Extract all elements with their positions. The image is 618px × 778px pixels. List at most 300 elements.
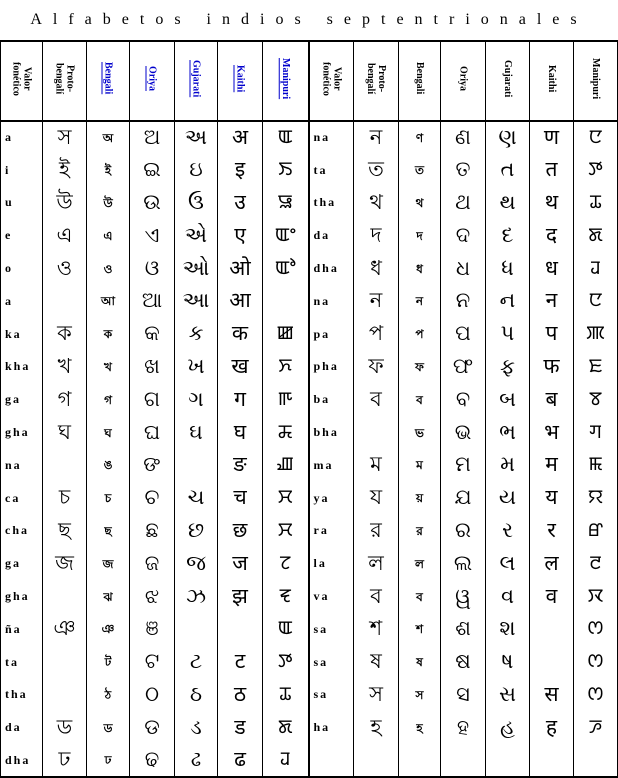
glyph-cell-oriya (130, 646, 175, 679)
script-glyph: ঢ (104, 753, 112, 768)
script-glyph: ফ (415, 359, 424, 374)
glyph-cell-bengali (87, 613, 130, 646)
script-glyph: ꯑꯦ (274, 223, 296, 246)
column-header-link[interactable]: Gujarati (190, 59, 202, 98)
script-glyph: द (545, 222, 558, 247)
glyph-cell-gujarati (175, 646, 218, 679)
phonetic-value-cell (309, 744, 354, 777)
glyph-cell-manipuri (263, 219, 309, 252)
glyph-cell-oriya (441, 416, 486, 449)
phonetic-value-cell (1, 515, 43, 548)
glyph-cell-bengali (87, 580, 130, 613)
script-glyph: ꯗ (588, 223, 603, 246)
phonetic-value: gha (5, 589, 30, 604)
script-glyph: घ (233, 419, 247, 444)
phonetic-value-cell (309, 121, 354, 154)
script-glyph: ध (545, 255, 558, 280)
phonetic-value-cell (309, 679, 354, 712)
page-title: Alfabetos indios septentrionales (30, 11, 588, 28)
script-glyph: ꯇ (277, 650, 293, 673)
script-glyph: પ (500, 321, 515, 346)
glyph-cell-gujarati (486, 285, 530, 318)
glyph-cell-manipuri (574, 711, 618, 744)
script-glyph: ઠ (189, 681, 203, 706)
glyph-cell-gujarati (486, 515, 530, 548)
glyph-cell-oriya (441, 219, 486, 252)
phonetic-value: u (5, 195, 14, 210)
script-glyph: ଫ (452, 353, 474, 378)
phonetic-value: i (5, 162, 11, 177)
glyph-cell-gujarati (175, 744, 218, 777)
glyph-cell-kaithi (218, 285, 263, 318)
column-header-link[interactable]: Oriya (146, 66, 158, 91)
glyph-cell-manipuri (574, 580, 618, 613)
script-glyph: ଗ (143, 386, 161, 411)
glyph-cell-proto-bengali (43, 711, 87, 744)
glyph-cell-oriya (441, 679, 486, 712)
script-glyph: ড (103, 720, 113, 735)
script-glyph: લ (499, 550, 516, 575)
script-glyph: ণ (415, 130, 424, 145)
column-header-label: Valor fonético (320, 61, 343, 96)
glyph-cell-manipuri (574, 482, 618, 515)
glyph-cell-bengali (87, 547, 130, 580)
glyph-cell-gujarati (175, 121, 218, 154)
script-glyph: ষ (416, 655, 423, 670)
phonetic-value-cell (309, 646, 354, 679)
glyph-cell-oriya (441, 613, 486, 646)
script-glyph: न (545, 288, 558, 313)
script-glyph: ক (103, 327, 113, 342)
glyph-cell-kaithi (530, 219, 574, 252)
column-header-label: Bengali (414, 62, 425, 95)
column-header-label: Oriya (457, 66, 469, 91)
script-glyph: ଷ (455, 649, 471, 674)
glyph-cell-kaithi (530, 121, 574, 154)
script-glyph: ড (56, 714, 73, 739)
glyph-cell-oriya (441, 318, 486, 351)
script-glyph: ଦ (455, 222, 471, 247)
glyph-cell-kaithi (530, 711, 574, 744)
table-row (1, 515, 618, 548)
script-glyph: झ (232, 583, 248, 608)
script-glyph: ଲ (453, 550, 473, 575)
script-glyph: উ (56, 189, 73, 214)
phonetic-value-cell (309, 482, 354, 515)
column-header-valor-fonetico-left (1, 41, 43, 121)
script-glyph: ꯎ (277, 190, 293, 213)
script-glyph: ଓ (144, 255, 160, 280)
script-glyph: ꯂ (589, 551, 602, 574)
glyph-cell-proto-bengali (354, 547, 399, 580)
glyph-cell-bengali (399, 318, 441, 351)
glyph-cell-proto-bengali (354, 679, 399, 712)
script-glyph: इ (234, 157, 246, 182)
table-row (1, 252, 618, 285)
glyph-cell-manipuri (574, 449, 618, 482)
glyph-cell-manipuri (263, 515, 309, 548)
script-glyph: ধ (370, 255, 382, 280)
glyph-cell-bengali (399, 515, 441, 548)
glyph-cell-manipuri (574, 416, 618, 449)
glyph-cell-proto-bengali (354, 613, 399, 646)
script-glyph: ও (103, 261, 113, 276)
column-header-link[interactable]: Bengali (102, 62, 114, 95)
glyph-cell-manipuri (574, 252, 618, 285)
glyph-cell-gujarati (486, 711, 530, 744)
alphabet-table (0, 40, 618, 778)
script-glyph: জ (102, 556, 114, 571)
script-glyph: त (545, 157, 558, 182)
script-glyph: ঝ (103, 589, 113, 604)
glyph-cell-proto-bengali (43, 613, 87, 646)
script-glyph: ઢ (190, 747, 202, 772)
glyph-cell-proto-bengali (354, 351, 399, 384)
script-glyph: ꯈ (278, 354, 293, 377)
script-glyph: ટ (189, 649, 203, 674)
script-glyph: ઘ (189, 419, 203, 444)
phonetic-value: o (5, 261, 13, 276)
script-glyph: अ (231, 124, 249, 149)
glyph-cell-manipuri (263, 351, 309, 384)
script-glyph: ତ (455, 157, 471, 182)
column-header-link[interactable]: Kaithi (234, 64, 246, 93)
script-glyph: ଇ (143, 157, 161, 182)
table-row (1, 547, 618, 580)
script-glyph: ક (188, 321, 204, 346)
glyph-cell-proto-bengali (354, 121, 399, 154)
column-header-label: Proto- bengalí (53, 62, 76, 95)
glyph-cell-manipuri (574, 121, 618, 154)
phonetic-value-cell (309, 383, 354, 416)
script-glyph: च (233, 485, 247, 510)
script-glyph: ર (502, 517, 513, 542)
script-glyph: ꯋ (587, 584, 604, 607)
script-glyph: ढ (234, 747, 246, 772)
glyph-cell-proto-bengali (354, 711, 399, 744)
glyph-cell-manipuri (263, 613, 309, 646)
script-glyph: ओ (229, 255, 251, 280)
glyph-cell-bengali (87, 679, 130, 712)
table-row (1, 449, 618, 482)
script-glyph: ધ (501, 255, 514, 280)
script-glyph: ত (414, 163, 424, 178)
script-glyph: ꯍ (588, 715, 603, 738)
script-glyph: ꯀ (276, 322, 295, 345)
glyph-cell-gujarati (486, 547, 530, 580)
glyph-cell-kaithi (218, 482, 263, 515)
glyph-cell-gujarati (175, 351, 218, 384)
table-row (1, 416, 618, 449)
glyph-cell-kaithi (530, 416, 574, 449)
script-glyph: ঘ (58, 419, 71, 444)
script-glyph: ষ (370, 649, 382, 674)
glyph-cell-bengali (399, 580, 441, 613)
glyph-cell-kaithi (218, 121, 263, 154)
column-header-bengali-left[interactable] (87, 41, 130, 121)
script-glyph: প (415, 327, 424, 342)
phonetic-value: ca (5, 490, 21, 505)
glyph-cell-manipuri (574, 744, 618, 777)
script-glyph: ल (544, 550, 559, 575)
glyph-cell-gujarati (486, 580, 530, 613)
phonetic-value-cell (309, 318, 354, 351)
script-glyph: ꯑ (277, 125, 293, 148)
glyph-cell-manipuri (574, 613, 618, 646)
script-glyph: ର (455, 517, 471, 542)
glyph-cell-proto-bengali (354, 285, 399, 318)
table-row (1, 482, 618, 515)
glyph-cell-bengali (399, 613, 441, 646)
glyph-cell-oriya (130, 154, 175, 187)
glyph-cell-manipuri (263, 187, 309, 220)
script-glyph: চ (58, 485, 71, 510)
glyph-cell-kaithi (530, 613, 574, 646)
column-header-kaithi-right (530, 41, 574, 121)
glyph-cell-bengali (87, 121, 130, 154)
phonetic-value-cell (309, 547, 354, 580)
phonetic-value: pa (313, 326, 331, 341)
glyph-cell-gujarati (486, 383, 530, 416)
glyph-cell-proto-bengali (43, 646, 87, 679)
script-glyph: ছ (58, 517, 71, 542)
table-header (1, 41, 618, 121)
script-glyph: ह (545, 714, 558, 739)
table-row (1, 318, 618, 351)
script-glyph: চ (104, 491, 112, 506)
glyph-cell-oriya (130, 187, 175, 220)
glyph-cell-kaithi (530, 515, 574, 548)
table-row (1, 154, 618, 187)
phonetic-value-cell (1, 416, 43, 449)
glyph-cell-oriya (130, 547, 175, 580)
glyph-cell-gujarati (175, 285, 218, 318)
phonetic-value-cell (1, 646, 43, 679)
phonetic-value: ga (5, 392, 21, 407)
column-header-manipuri-left[interactable] (263, 41, 309, 121)
phonetic-value: a (5, 293, 13, 308)
script-glyph: য (369, 485, 383, 510)
script-glyph: ꯒ (277, 387, 293, 410)
script-glyph: দ (416, 228, 423, 243)
phonetic-value-cell (309, 416, 354, 449)
script-glyph: ଙ (143, 452, 161, 477)
script-glyph: ই (59, 157, 70, 182)
column-header-oriya-left[interactable] (130, 41, 175, 121)
glyph-cell-proto-bengali (354, 187, 399, 220)
glyph-cell-gujarati (175, 613, 218, 646)
glyph-cell-oriya (130, 449, 175, 482)
script-glyph: ଛ (145, 517, 159, 542)
script-glyph: খ (104, 359, 112, 374)
glyph-cell-manipuri (263, 646, 309, 679)
script-glyph: গ (104, 392, 112, 407)
glyph-cell-bengali (87, 219, 130, 252)
script-glyph: ଖ (144, 353, 160, 378)
glyph-cell-bengali (87, 351, 130, 384)
glyph-cell-oriya (130, 679, 175, 712)
glyph-cell-kaithi (218, 351, 263, 384)
phonetic-value: va (313, 589, 330, 604)
script-glyph: ग (234, 386, 246, 411)
glyph-cell-oriya (130, 252, 175, 285)
table-row (1, 580, 618, 613)
column-header-manipuri-right (574, 41, 618, 121)
script-glyph: ঙ (103, 458, 113, 473)
glyph-cell-oriya (441, 154, 486, 187)
script-glyph: भ (544, 419, 559, 444)
script-glyph: ꯙ (590, 256, 601, 279)
script-glyph: ঘ (104, 425, 112, 440)
script-glyph: ଢ (144, 747, 160, 772)
phonetic-value: ba (313, 392, 331, 407)
script-glyph: ব (370, 386, 382, 411)
glyph-cell-bengali (399, 547, 441, 580)
phonetic-value: ta (313, 162, 328, 177)
phonetic-value: sa (313, 621, 329, 636)
glyph-cell-proto-bengali (354, 515, 399, 548)
script-glyph: ꯅ (588, 125, 603, 148)
script-glyph: અ (184, 124, 208, 149)
script-glyph: क (231, 321, 249, 346)
glyph-cell-gujarati (486, 318, 530, 351)
script-glyph: থ (369, 189, 383, 214)
glyph-cell-oriya (441, 482, 486, 515)
script-glyph: କ (144, 321, 160, 346)
script-glyph: ন (369, 124, 383, 149)
script-glyph: आ (229, 288, 251, 313)
glyph-cell-bengali (87, 154, 130, 187)
table-row (1, 187, 618, 220)
glyph-cell-kaithi (218, 613, 263, 646)
glyph-cell-manipuri (574, 547, 618, 580)
glyph-cell-bengali (399, 252, 441, 285)
phonetic-value-cell (309, 613, 354, 646)
script-glyph: ন (415, 294, 424, 309)
table-row (1, 744, 618, 777)
script-glyph: ꯊ (589, 190, 602, 213)
glyph-cell-bengali (87, 383, 130, 416)
column-header-label: Valor fonético (10, 61, 33, 96)
glyph-cell-proto-bengali (354, 482, 399, 515)
glyph-cell-bengali (87, 187, 130, 220)
glyph-cell-kaithi (530, 547, 574, 580)
glyph-cell-bengali (399, 187, 441, 220)
script-glyph: ছ (104, 523, 112, 538)
script-glyph: દ (501, 222, 514, 247)
script-glyph: फ (543, 353, 560, 378)
glyph-cell-gujarati (175, 679, 218, 712)
column-header-bengali-right (399, 41, 441, 121)
glyph-cell-proto-bengali (43, 154, 87, 187)
glyph-cell-gujarati (175, 547, 218, 580)
script-glyph: প (368, 321, 384, 346)
glyph-cell-oriya (441, 744, 486, 777)
glyph-cell-manipuri (263, 383, 309, 416)
glyph-cell-manipuri (263, 285, 309, 318)
script-glyph: उ (234, 189, 246, 214)
glyph-cell-bengali (87, 449, 130, 482)
glyph-cell-proto-bengali (354, 318, 399, 351)
glyph-cell-kaithi (218, 547, 263, 580)
phonetic-value-cell (309, 154, 354, 187)
glyph-cell-proto-bengali (43, 187, 87, 220)
script-glyph: য় (415, 491, 424, 506)
glyph-cell-gujarati (486, 121, 530, 154)
glyph-cell-gujarati (486, 416, 530, 449)
phonetic-value-cell (1, 744, 43, 777)
glyph-cell-bengali (87, 646, 130, 679)
script-glyph: ꯑꯣ (274, 256, 296, 279)
glyph-cell-manipuri (574, 154, 618, 187)
glyph-cell-bengali (399, 482, 441, 515)
glyph-cell-manipuri (263, 318, 309, 351)
script-glyph: ଘ (143, 419, 161, 444)
glyph-cell-bengali (399, 351, 441, 384)
phonetic-value-cell (309, 580, 354, 613)
phonetic-value: dha (313, 261, 339, 276)
script-glyph: ବ (455, 386, 471, 411)
glyph-cell-kaithi (530, 449, 574, 482)
script-glyph: ઇ (189, 157, 203, 182)
script-glyph: ꯁ (587, 650, 604, 673)
column-header-label: Manipuri (590, 57, 601, 100)
phonetic-value: na (5, 457, 22, 472)
glyph-cell-bengali (399, 219, 441, 252)
phonetic-value-cell (1, 679, 43, 712)
column-header-kaithi-left[interactable] (218, 41, 263, 121)
script-glyph: ꯇ (588, 158, 603, 181)
script-glyph: ଆ (141, 288, 163, 313)
script-glyph: থ (415, 195, 424, 210)
glyph-cell-proto-bengali (43, 252, 87, 285)
phonetic-value-cell (1, 285, 43, 318)
phonetic-value-cell (309, 285, 354, 318)
script-glyph: ଧ (455, 255, 471, 280)
script-glyph: র (370, 517, 382, 542)
script-glyph: হ (416, 720, 423, 735)
glyph-cell-proto-bengali (354, 449, 399, 482)
column-header-gujarati-left[interactable] (175, 41, 218, 121)
glyph-cell-manipuri (263, 416, 309, 449)
glyph-cell-oriya (441, 383, 486, 416)
phonetic-value: pha (313, 359, 339, 374)
glyph-cell-kaithi (530, 351, 574, 384)
glyph-cell-manipuri (263, 121, 309, 154)
script-glyph: ଏ (144, 222, 160, 247)
glyph-cell-gujarati (175, 711, 218, 744)
glyph-cell-kaithi (530, 252, 574, 285)
script-glyph: ম (416, 458, 423, 473)
glyph-cell-oriya (130, 416, 175, 449)
glyph-cell-bengali (399, 154, 441, 187)
script-glyph: ꯄ (586, 322, 605, 345)
script-glyph: ନ (455, 288, 471, 313)
glyph-cell-proto-bengali (43, 121, 87, 154)
table-row (1, 646, 618, 679)
glyph-cell-proto-bengali (354, 580, 399, 613)
glyph-cell-manipuri (263, 449, 309, 482)
glyph-cell-proto-bengali (43, 580, 87, 613)
table-row (1, 121, 618, 154)
glyph-cell-manipuri (574, 187, 618, 220)
script-glyph: ચ (187, 485, 205, 510)
glyph-cell-gujarati (486, 219, 530, 252)
phonetic-value: da (5, 720, 22, 735)
glyph-cell-oriya (441, 711, 486, 744)
column-header-link[interactable]: Manipuri (279, 57, 291, 100)
table-row (1, 613, 618, 646)
